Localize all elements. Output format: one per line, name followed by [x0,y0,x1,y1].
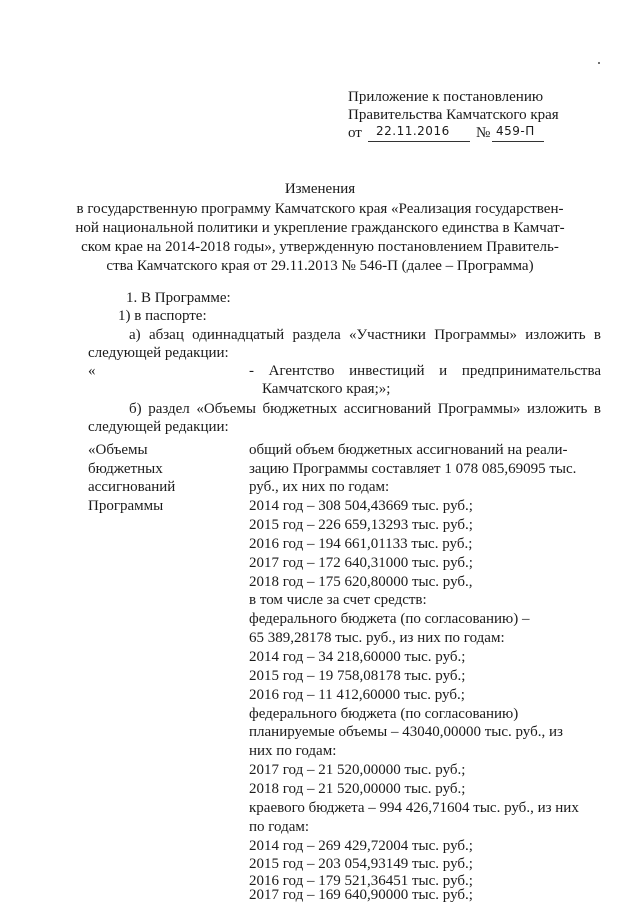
header-number-label: № [476,125,491,141]
date-underline [368,141,470,142]
right-col-line: 2017 год – 172 640,31000 тыс. руб.; [249,555,473,571]
title-line-1: в государственную программу Камчатского края «Реализация государствен- [76,201,564,217]
header-line-2: Правительства Камчатского края [348,107,559,123]
right-col-line: краевого бюджета – 994 426,71604 тыс. руб., из них [249,800,579,816]
right-col-line: 65 389,28178 тыс. руб., из них по годам: [249,630,505,646]
item-b-line-2: следующей редакции: [88,419,229,435]
number-underline [492,141,544,142]
right-col-line: федерального бюджета (по согласованию) [249,706,519,722]
right-col-line: 2015 год – 19 758,08178 тыс. руб.; [249,668,466,684]
item-1-passport: 1) в паспорте: [118,308,207,324]
header-line-1: Приложение к постановлению [348,89,544,105]
right-col-line: 2014 год – 34 218,60000 тыс. руб.; [249,649,466,665]
header-date: 22.11.2016 [376,124,450,138]
right-col-line: 2016 год – 179 521,36451 тыс. руб.; [249,873,473,889]
right-col-line: федерального бюджета (по согласованию) – [249,611,530,627]
agency-line-2: Камчатского края;»; [262,381,391,397]
right-col-line: 2016 год – 11 412,60000 тыс. руб.; [249,687,465,703]
right-col-line: 2018 год – 175 620,80000 тыс. руб., [249,574,473,590]
scan-speck [598,62,600,64]
right-col-line: в том числе за счет средств: [249,592,427,608]
right-col-line: по годам: [249,819,310,835]
right-col-line: них по годам: [249,743,337,759]
title-line-3: ском крае на 2014-2018 годы», утвержденную постановлением Правитель- [81,239,559,255]
left-col-line: «Объемы [88,442,148,458]
right-col-line: 2017 год – 169 640,90000 тыс. руб.; [249,887,473,903]
right-col-line: 2015 год – 203 054,93149 тыс. руб.; [249,856,473,872]
left-col-line: ассигнований [88,479,176,495]
left-col-line: бюджетных [88,461,163,477]
title-line-4: ства Камчатского края от 29.11.2013 № 546-П (далее – Программа) [106,258,534,274]
title-heading: Изменения [284,181,356,197]
right-col-line: 2018 год – 21 520,00000 тыс. руб.; [249,781,466,797]
header-number: 459-П [496,124,535,138]
agency-line-1: - Агентство инвестиций и предпринимательства [249,363,601,379]
item-a-line-2: следующей редакции: [88,345,229,361]
right-col-line: планируемые объемы – 43040,00000 тыс. руб., из [249,724,563,740]
right-col-line: руб., их них по годам: [249,479,390,495]
left-col-line: Программы [88,498,164,514]
right-col-line: 2016 год – 194 661,01133 тыс. руб.; [249,536,473,552]
right-col-line: общий объем бюджетных ассигнований на реали- [249,442,568,458]
header-from-label: от [348,125,362,141]
item-1: 1. В Программе: [126,290,231,306]
quote-open: « [88,363,96,379]
right-col-line: 2014 год – 308 504,43669 тыс. руб.; [249,498,473,514]
right-col-line: 2017 год – 21 520,00000 тыс. руб.; [249,762,466,778]
right-col-line: зацию Программы составляет 1 078 085,69095 тыс. [249,461,577,477]
right-col-line: 2014 год – 269 429,72004 тыс. руб.; [249,838,473,854]
item-a-line-1: а) абзац одиннадцатый раздела «Участники Программы» изложить в [129,327,601,343]
right-col-line: 2015 год – 226 659,13293 тыс. руб.; [249,517,473,533]
title-line-2: ной национальной политики и укрепление гражданского единства в Камчат- [75,220,565,236]
item-b-line-1: б) раздел «Объемы бюджетных ассигнований Программы» изложить в [129,401,601,417]
